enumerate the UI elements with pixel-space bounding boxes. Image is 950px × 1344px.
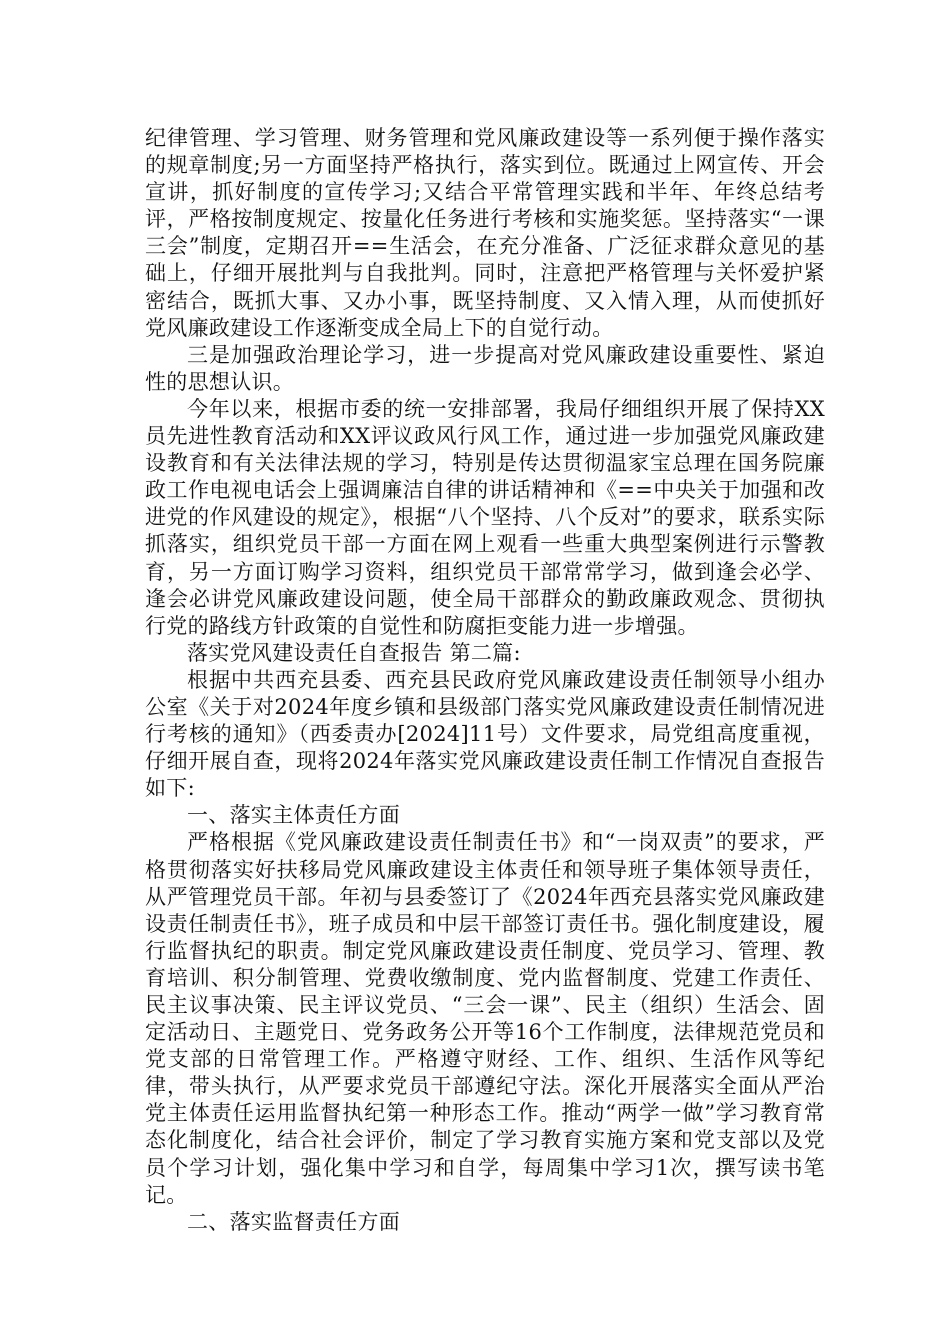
paragraph: 今年以来，根据市委的统一安排部署，我局仔细组织开展了保持XX员先进性教育活动和XX评议政风行风工作，通过进一步加强党风廉政建设教育和有关法律法规的学习，特别是传达贯彻温家宝总理在国务院廉政工作电视电话会上强调廉洁自律的讲话精神和《==中央关于加强和改进党的作风建设的规定》，根据“八个坚持、八个反对”的要求，联系实际抓落实，组织党员干部一方面在网上观看一些重大典型案例进行示警教育，另一方面订购学习资料，组织党员干部常常学习，做到逢会必学、逢会必讲党风廉政建设问题，使全局干部群众的勤政廉政观念、贯彻执行党的路线方针政策的自觉性和防腐拒变能力进一步增强。 — [145, 396, 825, 638]
section-heading: 一、落实主体责任方面 — [187, 803, 400, 828]
section-heading: 二、落实监督责任方面 — [187, 1209, 400, 1234]
document-body — [145, 125, 825, 1236]
paragraph: 纪律管理、学习管理、财务管理和党风廉政建设等一系列便于操作落实的规章制度;另一方面坚持严格执行，落实到位。既通过上网宣传、开会宣讲，抓好制度的宣传学习;又结合平常管理实践和半年、年终总结考评，严格按制度规定、按量化任务进行考核和实施奖惩。坚持落实“一课三会”制度，定期召开==生活会，在充分准备、广泛征求群众意见的基础上，仔细开展批判与自我批判。同时，注意把严格管理与关怀爱护紧密结合，既抓大事、又办小事，既坚持制度、又入情入理，从而使抓好党风廉政建设工作逐渐变成全局上下的自觉行动。 — [145, 126, 825, 340]
paragraph: 根据中共西充县委、西充县民政府党风廉政建设责任制领导小组办公室《关于对2024年度乡镇和县级部门落实党风廉政建设责任制情况进行考核的通知》（西委责办[2024]11号）文件要求，局党组高度重视，仔细开展自查，现将2024年落实党风廉政建设责任制工作情况自查报告如下: — [145, 667, 825, 801]
paragraph: 三是加强政治理论学习，进一步提高对党风廉政建设重要性、紧迫性的思想认识。 — [145, 342, 825, 394]
section-title: 落实党风建设责任自查报告 第二篇: — [187, 640, 521, 665]
paragraph: 严格根据《党风廉政建设责任制责任书》和“一岗双责”的要求，严格贯彻落实好扶移局党风廉政建设主体责任和领导班子集体领导责任，从严管理党员干部。年初与县委签订了《2024年西充县落实党风廉政建设责任制责任书》，班子成员和中层干部签订责任书。强化制度建设，履行监督执纪的职责。制定党风廉政建设责任制度、党员学习、管理、教育培训、积分制管理、党费收缴制度、党内监督制度、党建工作责任、民主议事决策、民主评议党员、“三会一课”、民主（组织）生活会、固定活动日、主题党日、党务政务公开等16个工作制度，法律规范党员和党支部的日常管理工作。严格遵守财经、工作、组织、生活作风等纪律，带头执行，从严要求党员干部遵纪守法。深化开展落实全面从严治党主体责任运用监督执纪第一种形态工作。推动“两学一做”学习教育常态化制度化，结合社会评价，制定了学习教育实施方案和党支部以及党员个学习计划，强化集中学习和自学，每周集中学习1次，撰写读书笔记。 — [145, 830, 825, 1207]
